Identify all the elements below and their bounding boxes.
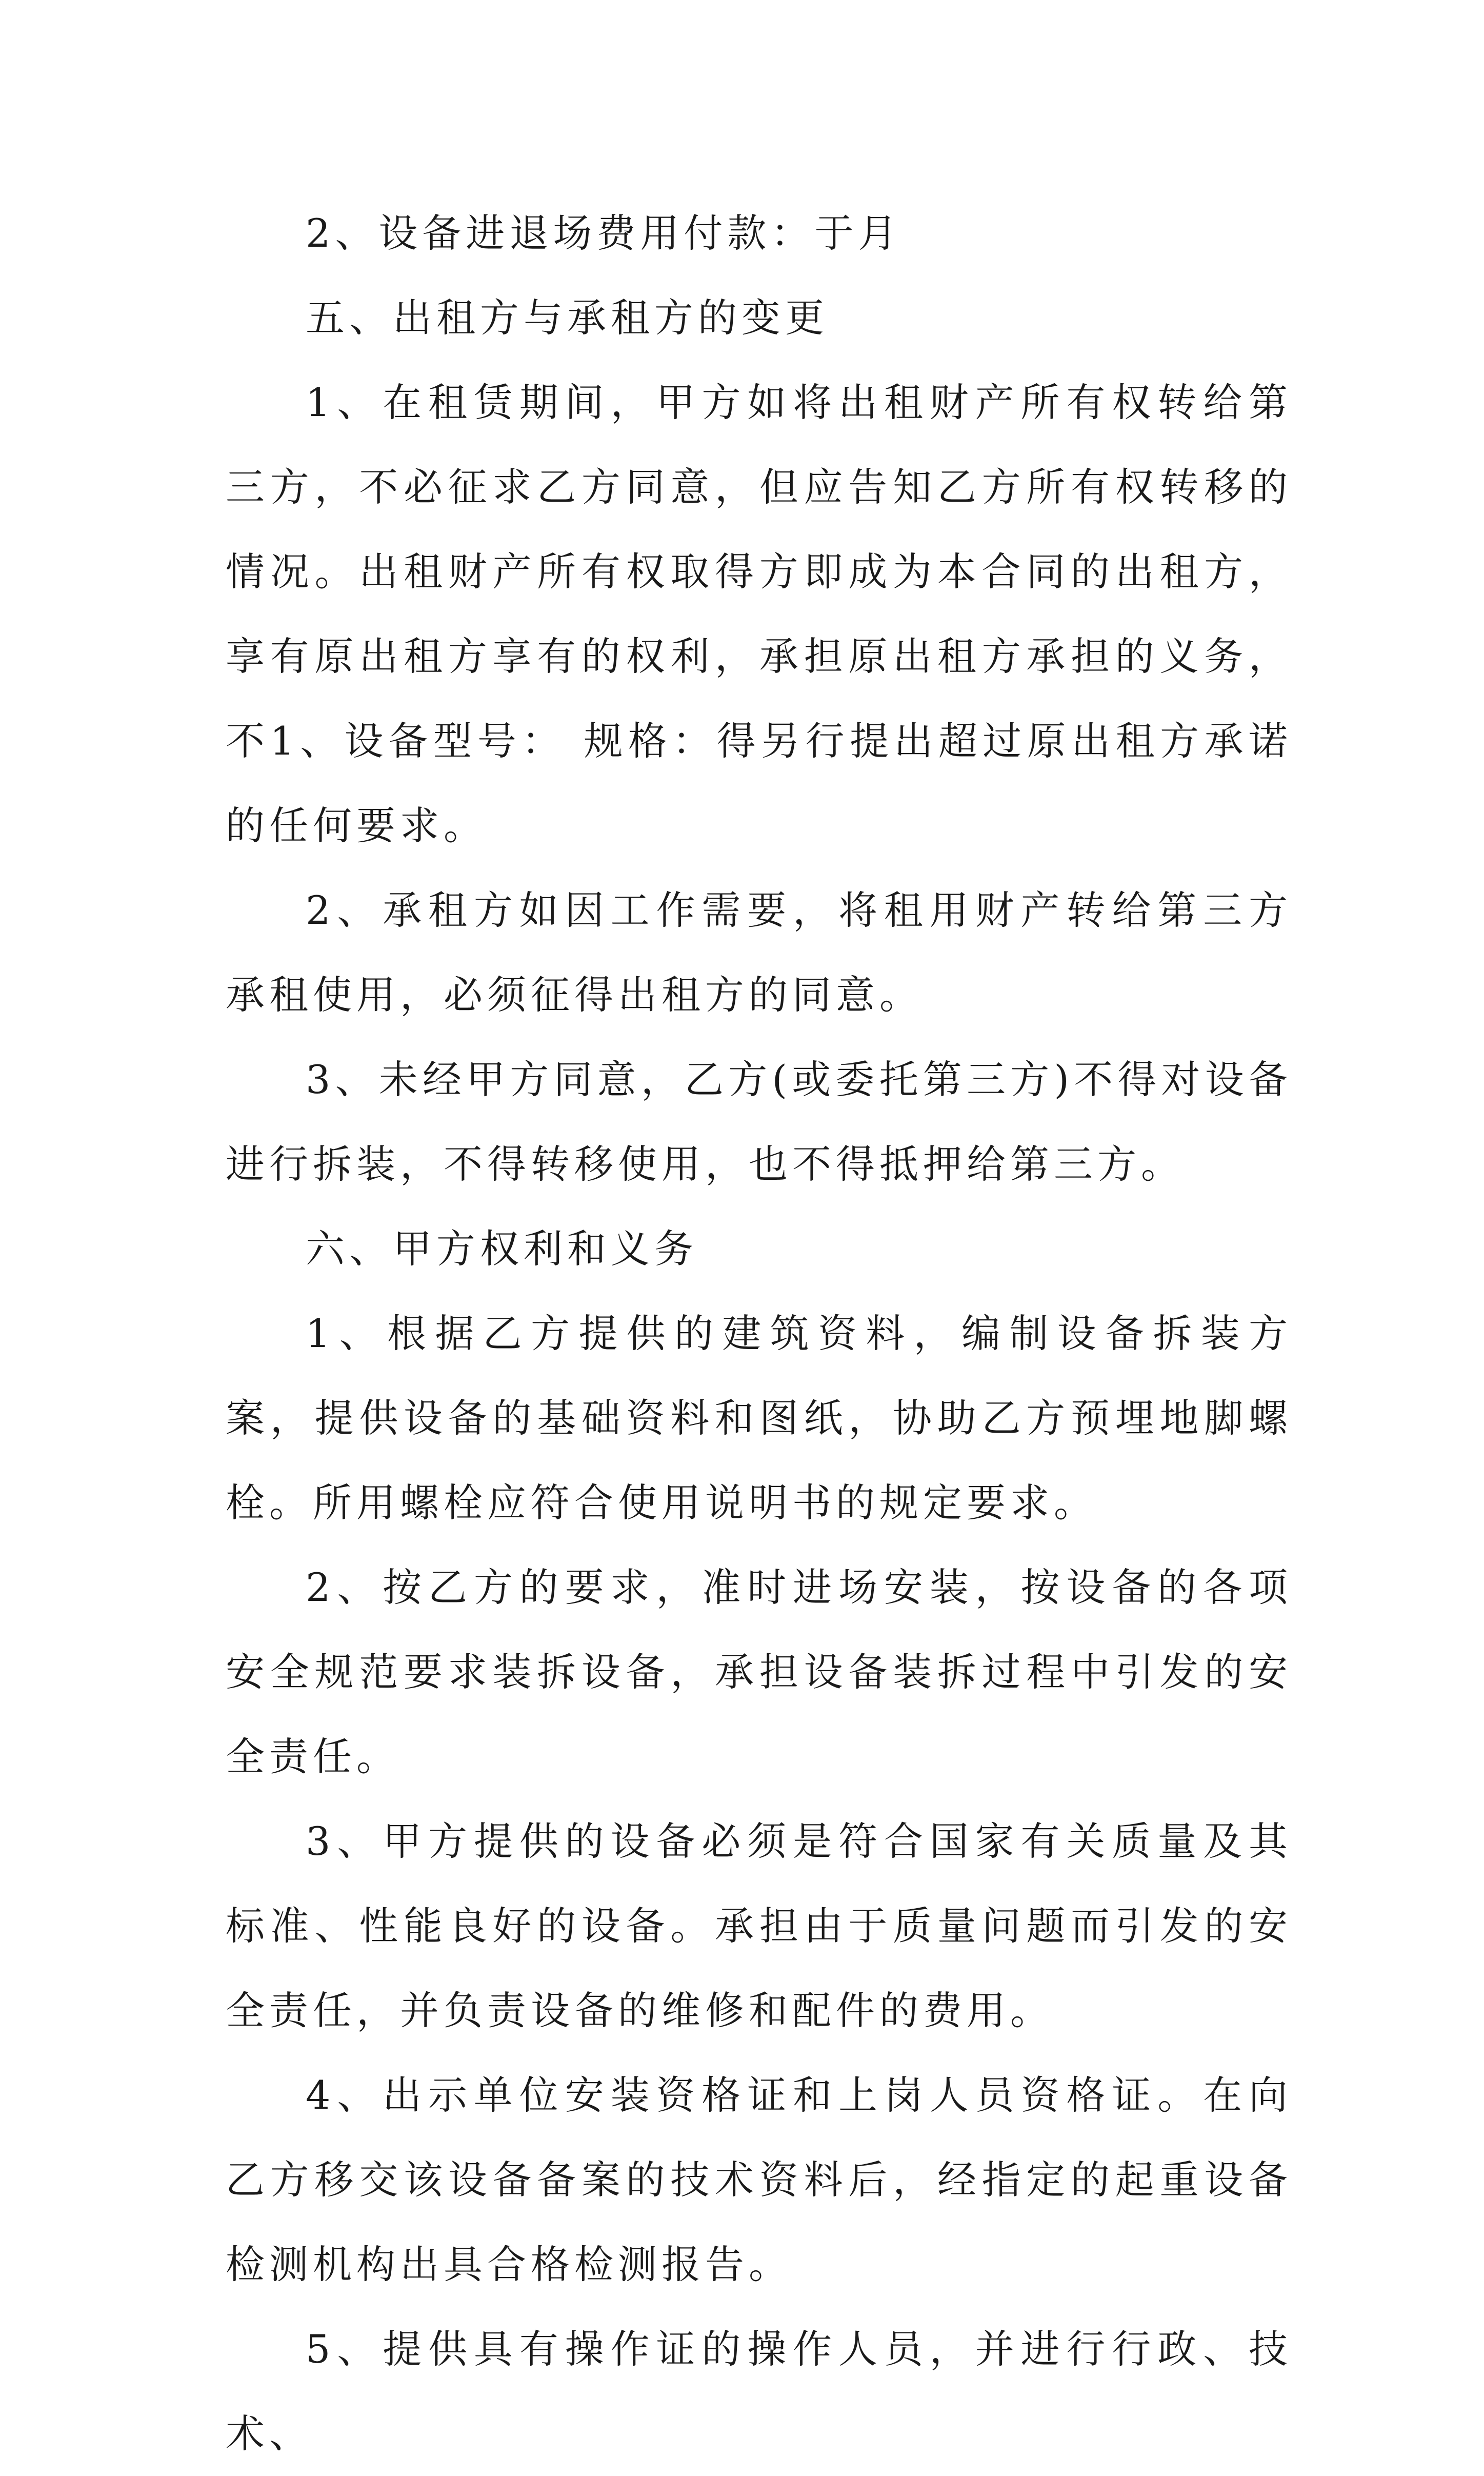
paragraph-section5-item-3: 3、未经甲方同意，乙方(或委托第三方)不得对设备进行拆装，不得转移使用，也不得抵押给第三方。 <box>226 1057 1292 1187</box>
paragraph-payment-item-2: 2、设备进退场费用付款：于月 <box>306 210 902 256</box>
paragraph-section5-item-2: 2、承租方如因工作需要，将租用财产转给第三方承租使用，必须征得出租方的同意。 <box>226 887 1292 1018</box>
paragraph-section5-item-1: 1、在租赁期间，甲方如将出租财产所有权转给第三方，不必征求乙方同意，但应告知乙方所有权转移的情况。出租财产所有权取得方即成为本合同的出租方，享有原出租方享有的权利，承担原出租方承担的义务，不1、设备型号： 规格：得另行提出超过原出租方承诺的任何要求。 <box>226 380 1292 848</box>
paragraph-section6-item-1: 1、根据乙方提供的建筑资料，编制设备拆装方案，提供设备的基础资料和图纸，协助乙方预埋地脚螺栓。所用螺栓应符合使用说明书的规定要求。 <box>226 1311 1292 1526</box>
paragraph-section6-item-5: 5、提供具有操作证的操作人员，并进行行政、技术、 <box>226 2326 1292 2457</box>
paragraph-section6-item-3: 3、甲方提供的设备必须是符合国家有关质量及其标准、性能良好的设备。承担由于质量问题而引发的安全责任，并负责设备的维修和配件的费用。 <box>226 1818 1292 2033</box>
paragraph-section6-item-2: 2、按乙方的要求，准时进场安装，按设备的各项安全规范要求装拆设备，承担设备装拆过程中引发的安全责任。 <box>226 1564 1292 1779</box>
section-heading-5: 五、出租方与承租方的变更 <box>306 295 829 341</box>
document-body <box>226 191 1292 2476</box>
section-heading-6: 六、甲方权利和义务 <box>306 1226 698 1272</box>
paragraph-section6-item-4: 4、出示单位安装资格证和上岗人员资格证。在向乙方移交该设备备案的技术资料后，经指定的起重设备检测机构出具合格检测报告。 <box>226 2072 1292 2287</box>
